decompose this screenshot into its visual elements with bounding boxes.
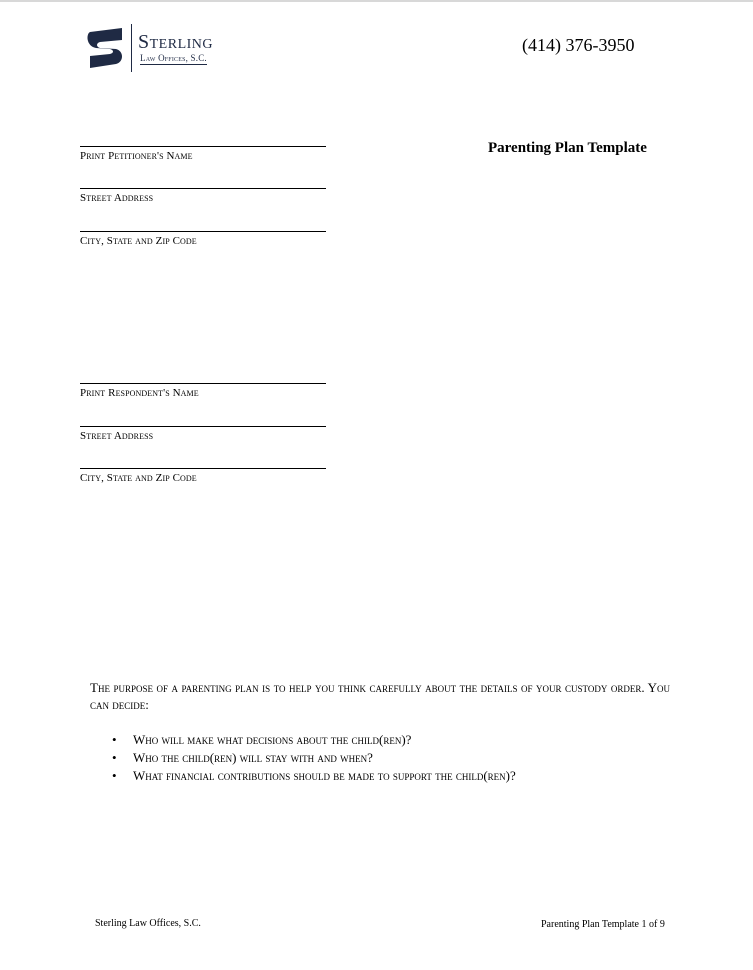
petitioner-street-field[interactable]	[80, 188, 326, 204]
logo-divider	[131, 24, 132, 72]
field-label: City, State and Zip Code	[80, 235, 197, 247]
list-item-text: What financial contributions should be made to support the child(ren)?	[133, 768, 516, 783]
page-top-border	[0, 0, 753, 2]
signature-line	[80, 426, 326, 427]
petitioner-name-field[interactable]	[80, 146, 326, 162]
signature-line	[80, 231, 326, 232]
respondent-name-field[interactable]	[80, 383, 326, 399]
list-item-text: Who will make what decisions about the child(ren)?	[133, 732, 412, 747]
respondent-street-field[interactable]	[80, 426, 326, 442]
list-item	[112, 767, 672, 785]
footer-firm-name: Sterling Law Offices, S.C.	[95, 918, 201, 929]
respondent-city-field[interactable]	[80, 468, 326, 484]
signature-line	[80, 146, 326, 147]
petitioner-city-field[interactable]	[80, 231, 326, 247]
list-item	[112, 731, 672, 749]
document-title: Parenting Plan Template	[488, 140, 647, 156]
intro-paragraph: The purpose of a parenting plan is to help you think carefully about the details of your custody order. You can decide:	[90, 680, 670, 712]
signature-line	[80, 468, 326, 469]
logo-subtitle: Law Offices, S.C.	[140, 53, 207, 63]
logo-name: Sterling	[138, 31, 213, 53]
bullet-icon: •	[112, 768, 117, 783]
bullet-icon: •	[112, 750, 117, 765]
decision-list	[112, 731, 672, 785]
field-label: Street Address	[80, 430, 154, 442]
list-item-text: Who the child(ren) will stay with and when?	[133, 750, 373, 765]
list-item	[112, 749, 672, 767]
phone-number: (414) 376-3950	[522, 35, 635, 55]
footer-page-number: Parenting Plan Template 1 of 9	[541, 919, 665, 930]
sterling-logo-icon	[86, 26, 126, 70]
field-label: Street Address	[80, 192, 154, 204]
bullet-icon: •	[112, 732, 117, 747]
field-label: City, State and Zip Code	[80, 472, 197, 484]
signature-line	[80, 188, 326, 189]
field-label: Print Respondent's Name	[80, 387, 199, 399]
signature-line	[80, 383, 326, 384]
field-label: Print Petitioner's Name	[80, 150, 193, 162]
